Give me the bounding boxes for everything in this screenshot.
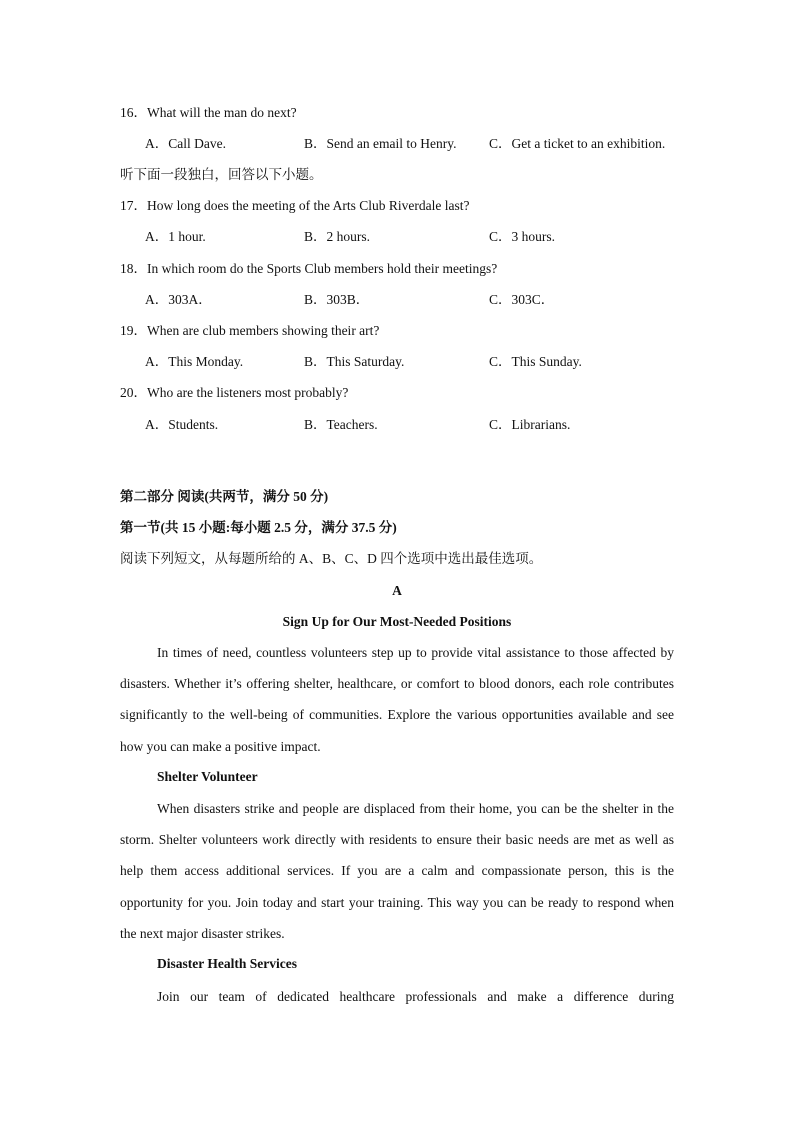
part-title: 第二部分 阅读(共两节，满分 50 分) — [120, 489, 329, 504]
q18-option-a: A．303A． — [145, 292, 212, 307]
intro-paragraph — [120, 637, 674, 762]
q19-option-b: B．This Saturday. — [304, 354, 405, 369]
q18-option-b: B．303B． — [304, 292, 370, 307]
q16-option-c: C．Get a ticket to an exhibition. — [489, 136, 666, 151]
question-20: 20．Who are the listeners most probably? — [120, 385, 349, 400]
question-16: 16．What will the man do next? — [120, 105, 297, 120]
q17-option-a: A．1 hour. — [145, 229, 206, 244]
q17-option-c: C．3 hours. — [489, 229, 556, 244]
listening-instruction: 听下面一段独白，回答以下小题。 — [120, 167, 323, 182]
q16-option-b: B．Send an email to Henry. — [304, 136, 457, 151]
q20-option-c: C．Librarians. — [489, 417, 571, 432]
q19-option-c: C．This Sunday. — [489, 354, 582, 369]
health-paragraph — [120, 981, 674, 1012]
question-19: 19．When are club members showing their art? — [120, 323, 380, 338]
health-heading: Disaster Health Services — [157, 956, 297, 971]
q20-option-a: A．Students. — [145, 417, 219, 432]
q18-option-c: C．303C． — [489, 292, 555, 307]
health-text: Join our team of dedicated healthcare professionals and make a difference during — [157, 989, 674, 1004]
q16-option-a: A．Call Dave. — [145, 136, 226, 151]
q20-option-b: B．Teachers. — [304, 417, 378, 432]
q19-option-a: A．This Monday. — [145, 354, 244, 369]
passage-title: Sign Up for Our Most-Needed Positions — [282, 614, 512, 629]
section-title: 第一节(共 15 小题:每小题 2.5 分，满分 37.5 分) — [120, 520, 397, 535]
intro-text: In times of need, countless volunteers step up to provide vital assistance to those affected by disasters. Whether it’s offering shelter, healthcare, or comfort to blood donors, each role contributes significantly to the well-being of communities. Explore the various opportunities available and see how you can make a positive impact. — [120, 645, 674, 754]
question-18: 18．In which room do the Sports Club members hold their meetings? — [120, 261, 498, 276]
q17-option-b: B．2 hours. — [304, 229, 371, 244]
shelter-heading: Shelter Volunteer — [157, 769, 258, 784]
passage-letter: A — [392, 583, 402, 598]
shelter-paragraph — [120, 793, 674, 949]
question-17: 17．How long does the meeting of the Arts Club Riverdale last? — [120, 198, 470, 213]
shelter-text: When disasters strike and people are displaced from their home, you can be the shelter in the storm. Shelter volunteers work directly with residents to ensure their basic needs are met as well as help them access additional services. If you are a calm and compassionate person, this is the opportunity for you. Join today and start your training. This way you can be ready to respond when the next major disaster strikes. — [120, 801, 674, 941]
reading-instruction: 阅读下列短文，从每题所给的 A、B、C、D 四个选项中选出最佳选项。 — [120, 551, 543, 566]
